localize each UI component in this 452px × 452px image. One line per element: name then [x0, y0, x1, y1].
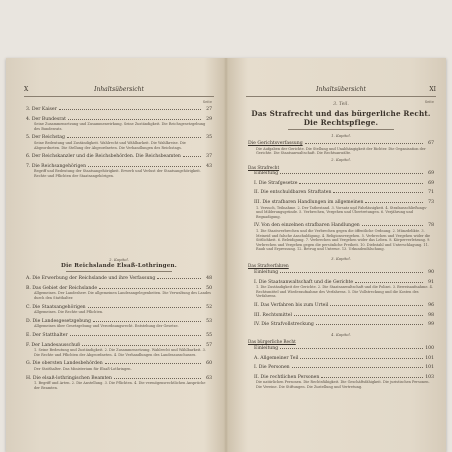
toc-entry-page: 69 [428, 180, 434, 186]
toc-entry-label: A. Allgemeiner Teil [254, 355, 299, 361]
toc-entry-page: 29 [206, 116, 212, 122]
topic-2-entries [248, 170, 434, 255]
leader-dots [93, 318, 201, 322]
toc-entry-label: II. Die entschuldbaren Straftaten [254, 190, 332, 196]
toc-entry [26, 360, 212, 367]
toc-entry-page: 101 [425, 365, 434, 371]
toc-entry [254, 170, 434, 177]
toc-entry-label: IV. Von den einzelnen strafbaren Handlungen [254, 223, 360, 229]
toc-entry [254, 321, 434, 328]
book-spread [6, 58, 446, 452]
right-page-number: XI [429, 86, 436, 93]
toc-entry-page: 35 [206, 135, 212, 141]
leader-dots [305, 140, 423, 144]
leader-dots [294, 312, 423, 316]
leader-dots [292, 364, 423, 368]
toc-entry-label: E. Der Statthalter [26, 332, 68, 338]
toc-entry [26, 332, 212, 339]
topic-1-entry [248, 139, 434, 147]
topic-1-label: Die Gerichtsverfassung [248, 141, 303, 147]
topic-3-entries [248, 269, 434, 331]
entry-gap [248, 390, 434, 393]
toc-entry [254, 279, 434, 286]
toc-entry-label: A. Die Erwerbung der Reichslande und ihre Verfassung [26, 276, 156, 282]
toc-entry-page: 55 [206, 332, 212, 338]
kapitel-3: 3. Kapitel. [331, 255, 351, 261]
toc-entry-page: 96 [428, 303, 434, 309]
toc-entry-desc: Allgemeines. Die Rechte und Pflichten. [34, 310, 104, 315]
toc-entry-page: 27 [206, 107, 212, 112]
left-running-title: Inhaltsübersicht [94, 86, 144, 93]
toc-entry-label: I. Die Personen [254, 365, 290, 371]
toc-entry-label: Einleitung [254, 346, 279, 351]
toc-entry [26, 275, 212, 282]
toc-entry [26, 163, 212, 170]
toc-entry-page: 60 [206, 361, 212, 367]
leader-dots [321, 374, 423, 378]
toc-entry-page: 99 [428, 322, 434, 328]
leader-dots [99, 285, 201, 289]
toc-entry-label: I. Die Staatsanwaltschaft und die Gerichte [254, 279, 354, 285]
toc-entry [254, 355, 434, 362]
toc-entry-page: 57 [206, 342, 212, 348]
leader-dots [88, 163, 201, 167]
leader-dots [280, 269, 423, 273]
toc-entry-label: I. Die Strafgesetze [254, 180, 298, 186]
toc-entry-page: 100 [425, 346, 434, 351]
toc-entry-desc: 1. Die Staatsverbrechen und die Verbrechen gegen die öffentliche Ordnung. 2. Münzdelikte. 3. Meineid und falsche Anschuldigung. 4. Religionsvergehen. 5. Verbrechen und Vergehen wider die Sittlichkeit. 6. Beleidigung. 7. Verbrechen und Vergehen wider das Leben. 8. Körperverletzung. 9. Verbrechen und Vergehen gegen die persönliche Freiheit. 10. Diebstahl und Unterschlagung. 11. Raub und Erpressung. 12. Betrug und Untreue. 13. Urkundenfälschung. [256, 228, 431, 252]
toc-entry [254, 189, 434, 196]
toc-entry-label: H. Die elsaß-lothringischen Beamten [26, 375, 112, 381]
toc-entry-desc: Allgemeines über Gesetzgebung und Verordnungsrecht. Entstehung der Gesetze. [34, 324, 179, 329]
toc-entry-desc: 1. Versuch, Teilnahme. 2. Der Tatbestand. 3. Vorsatz und Fahrlässigkeit. 4. Strafausschließungs- und Milderungsgründe. 5. Verbrechen, Vergehen und Übertretungen. 6. Verjährung und Begnadigung. [256, 205, 428, 219]
toc-entry [254, 364, 434, 371]
toc-entry-page: 73 [428, 199, 434, 205]
right-seite-label: Seite [424, 100, 434, 104]
toc-entry [26, 342, 212, 349]
toc-entry [26, 304, 212, 311]
toc-entry-page: 69 [428, 171, 434, 177]
leader-dots [105, 360, 201, 364]
part-rule [288, 129, 394, 130]
toc-entry-page: 43 [206, 163, 212, 169]
toc-entry [26, 134, 212, 141]
toc-entry-page: 90 [428, 270, 434, 276]
left-page [6, 58, 224, 452]
left-running-head [24, 86, 214, 94]
left-toc-section [26, 256, 212, 393]
toc-entry-label: Einleitung [254, 171, 279, 177]
toc-entry-label: F. Der Landesausschuß [26, 342, 81, 348]
left-seite-label: Seite [202, 100, 212, 104]
toc-entry [26, 106, 212, 113]
toc-entry [254, 222, 434, 229]
leader-dots [68, 116, 201, 120]
part-title: 3. Teil. [333, 102, 349, 107]
right-page [228, 58, 446, 452]
entry-gap [248, 252, 434, 255]
toc-entry [254, 180, 434, 187]
left-section-rule [66, 271, 172, 272]
toc-entry-desc: 1. Seine Bedeutung und Zuständigkeit. 2. Die Zusammensetzung. Wahlrecht und Wählbarkeit. 3. Die Rechte und Pflichten der Abgeordneten. 4. Die Verhandlungen des Landesausschusses. [34, 348, 206, 357]
toc-entry-label: II. Die rechtlichen Personen [254, 374, 320, 380]
toc-entry-desc: Seine Bedeutung und Zuständigkeit. Wahlrecht und Wählbarkeit. Die Wahlkreise. Die Abgeordneten. Die Stellung der Abgeordneten. Die Verhandlungen des Reichstags. [34, 140, 186, 150]
left-kapitel-heading: 2. Kapitel. [109, 257, 129, 262]
leader-dots [365, 199, 423, 203]
toc-entry [26, 375, 212, 382]
toc-entry-page: 101 [425, 355, 434, 361]
toc-entry-page: 53 [206, 318, 212, 324]
kapitel-4: 4. Kapitel. [331, 331, 351, 337]
topic-2-label: Das Strafrecht [248, 164, 280, 170]
toc-entry-page: 78 [428, 223, 434, 229]
toc-entry-desc: Allgemeines. Der Landesherr. Die allgemeinen Landesangelegenheiten. Die Verwaltung des Landes durch den Statthalter. [34, 291, 211, 300]
toc-entry-label: 4. Der Bundesrat [26, 116, 66, 122]
part-subheading: Die Rechtspflege. [303, 117, 379, 127]
toc-entry-label: IV. Die Strafvollstreckung [254, 322, 314, 328]
toc-entry-label: Einleitung [254, 270, 279, 276]
toc-entry [26, 153, 212, 160]
toc-entry-page: 52 [206, 304, 212, 310]
toc-entry [26, 318, 212, 325]
toc-entry-page: 50 [206, 285, 212, 291]
leader-dots [280, 170, 423, 174]
leader-dots [280, 345, 423, 349]
toc-entry-page: 63 [206, 375, 212, 381]
topic-1-page: 67 [428, 141, 434, 147]
kapitel-2: 2. Kapitel. [331, 156, 351, 162]
toc-entry [254, 374, 434, 381]
left-toc-bottom [26, 275, 212, 393]
toc-entry-label: G. Die obersten Landesbehörden [26, 361, 103, 367]
toc-entry [254, 199, 434, 206]
part-heading: Das Strafrecht und das bürgerliche Recht. [251, 108, 431, 118]
left-toc-top [26, 106, 212, 182]
leader-dots [82, 342, 201, 346]
right-head-rule [246, 96, 436, 97]
toc-entry-desc: 1. Begriff und Arten. 2. Die Anstellung. 3. Die Pflichten. 4. Die vermögensrechtlichen Ansprüche der Beamten. [34, 381, 206, 390]
toc-entry [254, 312, 434, 319]
topic-4-label: Das bürgerliche Recht [248, 339, 296, 345]
leader-dots [355, 279, 423, 283]
toc-entry-page: 37 [206, 154, 212, 160]
left-section-title: Die Reichslande Elsaß-Lothringen. [61, 262, 177, 269]
topic-3-label: Das Strafverfahren [248, 263, 289, 269]
left-page-number: X [24, 86, 29, 93]
topic-1-desc: Die Aufgaben der Gerichte. Die Stellung und Unabhängigkeit der Richter. Die Organisation der Gerichte. Die Staatsanwaltschaft. Die Rechtsanwälte. [256, 146, 426, 156]
leader-dots [362, 222, 423, 226]
topic-4-entries [248, 345, 434, 393]
entry-gap [26, 179, 212, 182]
right-toc [248, 101, 434, 393]
toc-entry-label: 3. Der Kaiser [26, 107, 57, 112]
leader-dots [330, 302, 423, 306]
toc-entry [26, 116, 212, 123]
kapitel-1: 1. Kapitel. [331, 132, 351, 138]
toc-entry-label: 7. Die Reichsangehörigen [26, 163, 87, 169]
leader-dots [300, 355, 423, 359]
toc-entry-label: C. Die Staatsangehörigen [26, 304, 86, 310]
leader-dots [157, 275, 201, 279]
toc-entry-page: 48 [206, 276, 212, 282]
left-head-rule [24, 96, 214, 97]
toc-entry-label: III. Rechtsmittel [254, 312, 292, 318]
toc-entry-page: 103 [425, 374, 434, 380]
toc-entry-page: 91 [428, 279, 434, 285]
toc-entry [254, 269, 434, 276]
toc-entry-label: D. Die Landesgesetzgebung [26, 318, 91, 324]
leader-dots [70, 332, 201, 336]
entry-gap [26, 390, 212, 393]
toc-entry-desc: Begriff und Bedeutung der Staatsangehörigkeit. Erwerb und Verlust der Staatsangehörigkeit. Rechte und Pflichten der Staatsangehörigen. [34, 169, 201, 178]
toc-entry-label: III. Die strafbaren Handlungen im allgemeinen [254, 199, 364, 205]
leader-dots [316, 321, 423, 325]
toc-entry [254, 345, 434, 352]
toc-entry-label: 6. Der Reichskanzler und die Reichsbehörden. Die Reichsbeamten [26, 154, 181, 160]
toc-entry-desc: 1. Die Zuständigkeit der Gerichte. 2. Die Staatsanwaltschaft und die Polizei. 3. Beweisaufnahme. 4. Rechtsmittel und Wiederaufnahme des Verfahrens. 5. Die Vollstreckung und die Kosten des Verfahrens. [256, 285, 433, 299]
entry-gap [248, 328, 434, 331]
toc-entry-label: B. Das Gebiet der Reichslande [26, 285, 98, 291]
leader-dots [67, 134, 201, 138]
toc-entry-label: 5. Der Reichstag [26, 135, 65, 141]
toc-entry [254, 302, 434, 309]
toc-entry-page: 98 [428, 312, 434, 318]
leader-dots [59, 106, 201, 110]
toc-entry [26, 285, 212, 292]
leader-dots [114, 375, 201, 379]
leader-dots [183, 153, 201, 157]
toc-entry-label: II. Das Verfahren bis zum Urteil [254, 303, 329, 309]
right-running-head [246, 86, 436, 94]
toc-entry-desc: Die natürlichen Personen. Die Rechtsfähigkeit. Die Geschäftsfähigkeit. Die juristischen Personen. Die Vereine. Die Stiftungen. Die Zustellung und Vertretung. [256, 380, 430, 389]
toc-entry-page: 71 [428, 190, 434, 196]
toc-entry-desc: Der Statthalter. Das Ministerium für Elsaß-Lothringen. [34, 366, 132, 371]
leader-dots [333, 189, 423, 193]
toc-entry-desc: Seine Zusammensetzung und Zusammenwirkung. Seine Zuständigkeit. Die Reichsgesetzgebung des Bundesrats. [34, 122, 206, 131]
leader-dots [299, 180, 423, 184]
right-running-title: Inhaltsübersicht [316, 86, 366, 93]
leader-dots [88, 304, 201, 308]
